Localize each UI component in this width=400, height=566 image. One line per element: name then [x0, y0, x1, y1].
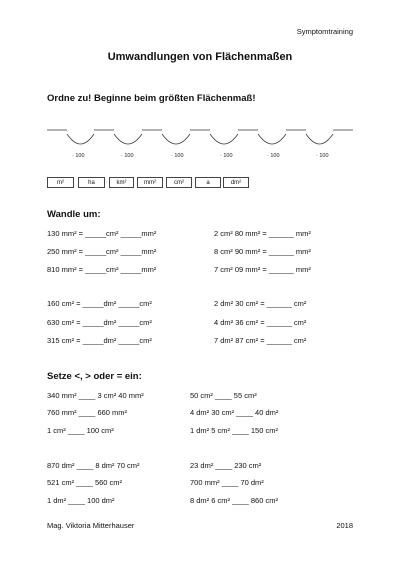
- compare-task-right-2: 4 dm² 30 cm² ____ 40 dm²: [190, 408, 279, 417]
- compare-task-right-5: 700 mm² ____ 70 dm²: [190, 478, 264, 487]
- arc-2: [114, 134, 142, 144]
- unit-box-7: dm²: [223, 177, 249, 188]
- convert-task-left-3: 810 mm² = _____cm² _____mm²: [47, 265, 157, 274]
- unit-box-4: mm²: [137, 177, 163, 188]
- factor-label-1: · 100: [72, 153, 85, 159]
- unit-box-6: a: [195, 177, 221, 188]
- compare-task-right-1: 50 cm² ____ 55 cm²: [190, 391, 257, 400]
- page-title: Umwandlungen von Flächenmaßen: [107, 51, 293, 63]
- convert-task-left-6: 315 cm² = _____dm² _____cm²: [47, 336, 152, 345]
- compare-task-left-4: 870 dm² ____ 8 dm² 70 cm²: [47, 461, 140, 470]
- compare-task-right-6: 8 dm² 6 cm² ____ 860 cm²: [190, 496, 278, 505]
- compare-heading: Setze <, > oder = ein:: [47, 371, 142, 382]
- unit-box-3: km²: [109, 177, 134, 188]
- factor-label-4: · 100: [220, 153, 233, 159]
- factor-label-6: · 100: [316, 153, 329, 159]
- arc-4: [210, 134, 238, 144]
- arc-3: [162, 134, 190, 144]
- convert-task-right-4: 2 dm² 30 cm² = ______ cm²: [214, 299, 307, 308]
- arc-1: [67, 134, 94, 144]
- header-label: Symptomtraining: [296, 27, 353, 36]
- compare-task-left-2: 760 mm² ____ 660 mm²: [47, 408, 128, 417]
- convert-task-right-1: 2 cm² 80 mm² = ______ mm²: [214, 229, 311, 238]
- convert-task-left-1: 130 mm² = _____cm² _____mm²: [47, 229, 157, 238]
- footer-year: 2018: [336, 521, 353, 530]
- convert-task-right-6: 7 dm² 87 cm² = ______ cm²: [214, 336, 307, 345]
- arc-5: [258, 134, 286, 144]
- unit-box-1: m²: [47, 177, 74, 188]
- order-diagram: [0, 120, 400, 160]
- convert-task-right-2: 8 cm² 90 mm² = ______ mm²: [214, 247, 311, 256]
- convert-task-left-4: 160 cm² = _____dm² _____cm²: [47, 299, 152, 308]
- factor-label-5: · 100: [267, 153, 280, 159]
- convert-task-left-2: 250 mm² = _____cm² _____mm²: [47, 247, 157, 256]
- compare-task-left-3: 1 cm² ____ 100 cm²: [47, 426, 114, 435]
- factor-label-2: · 100: [121, 153, 134, 159]
- convert-heading: Wandle um:: [47, 209, 101, 220]
- compare-task-left-1: 340 mm² ____ 3 cm² 40 mm²: [47, 391, 144, 400]
- factor-label-3: · 100: [171, 153, 184, 159]
- order-heading: Ordne zu! Beginne beim größten Flächenmaß!: [47, 93, 256, 104]
- arc-6: [306, 134, 333, 144]
- unit-box-2: ha: [78, 177, 105, 188]
- convert-task-left-5: 630 cm² = _____dm² _____cm²: [47, 318, 152, 327]
- convert-task-right-3: 7 cm² 09 mm² = ______ mm²: [214, 265, 311, 274]
- compare-task-right-4: 23 dm² ____ 230 cm²: [190, 461, 262, 470]
- footer-author: Mag. Viktoria Mitterhauser: [47, 521, 135, 530]
- compare-task-left-5: 521 cm² ____ 560 cm²: [47, 478, 123, 487]
- unit-box-5: cm²: [166, 177, 192, 188]
- convert-task-right-5: 4 dm² 36 cm² = ______ cm²: [214, 318, 307, 327]
- compare-task-left-6: 1 dm² ____ 100 dm²: [47, 496, 115, 505]
- compare-task-right-3: 1 dm² 5 cm² ____ 150 cm²: [190, 426, 278, 435]
